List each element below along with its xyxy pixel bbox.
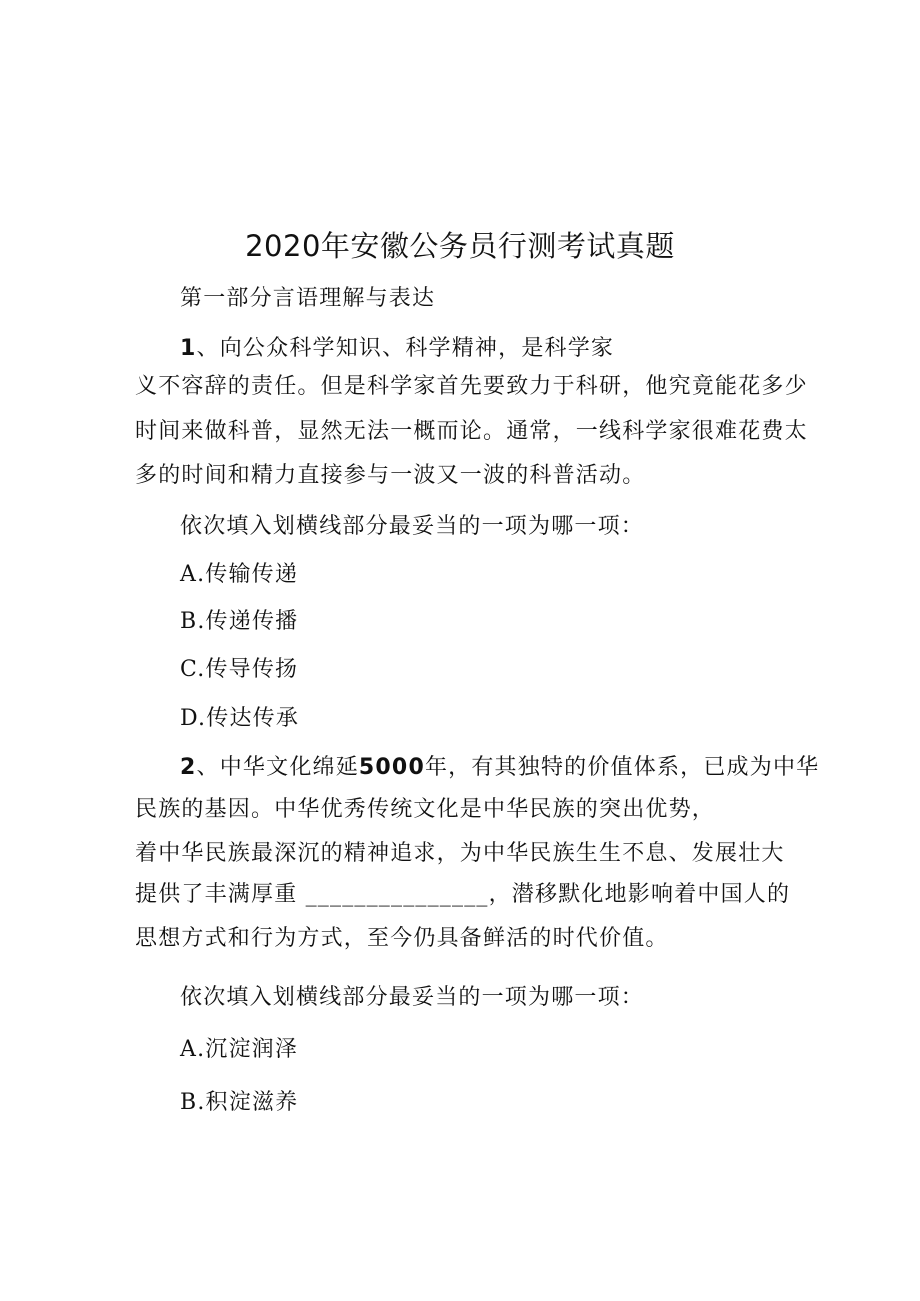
q2-line-1 <box>180 753 819 783</box>
q1-line-2: 义不容辞的责任。但是科学家首先要致力于科研，他究竟能花多少 <box>135 374 808 399</box>
q1-option-b: B.传递传播 <box>180 609 299 634</box>
q1-option-c: C.传导传扬 <box>180 657 299 682</box>
q1-option-d: D.传达传承 <box>180 706 300 731</box>
section-heading: 第一部分言语理解与表达 <box>180 286 436 311</box>
q2-line-5: 思想方式和行为方式，至今仍具备鲜活的时代价值。 <box>135 926 669 951</box>
q2-line-1-post: 年，有其独特的价值体系，已成为中华 <box>424 755 820 780</box>
q2-line-1-pre: 、中华文化绵延 <box>196 755 359 780</box>
q1-line-1 <box>180 334 614 364</box>
q1-line-3: 时间来做科普，显然无法一概而论。通常，一线科学家很难花费太 <box>135 419 808 444</box>
q1-option-a: A.传输传递 <box>180 562 299 587</box>
q2-number: 2 <box>180 755 197 780</box>
q1-prompt: 依次填入划横线部分最妥当的一项为哪一项： <box>180 514 645 539</box>
q2-line-3: 着中华民族最深沉的精神追求，为中华民族生生不息、发展壮大 <box>135 841 785 866</box>
q2-option-a: A.沉淀润泽 <box>180 1037 299 1062</box>
q1-line-4: 多的时间和精力直接参与一波又一波的科普活动。 <box>135 463 646 488</box>
page-title: 2020年安徽公务员行测考试真题 <box>245 229 675 263</box>
q2-line-4: 提供了丰满厚重 _______________，潜移默化地影响着中国人的 <box>135 882 791 907</box>
q2-line-2: 民族的基因。中华优秀传统文化是中华民族的突出优势， <box>135 797 716 822</box>
q1-line-1-text: 、向公众科学知识、科学精神，是科学家 <box>196 336 615 361</box>
q2-option-b: B.积淀滋养 <box>180 1090 299 1115</box>
q2-prompt: 依次填入划横线部分最妥当的一项为哪一项： <box>180 985 645 1010</box>
q1-number: 1 <box>180 336 197 361</box>
q2-line-1-num: 5000 <box>358 755 425 780</box>
